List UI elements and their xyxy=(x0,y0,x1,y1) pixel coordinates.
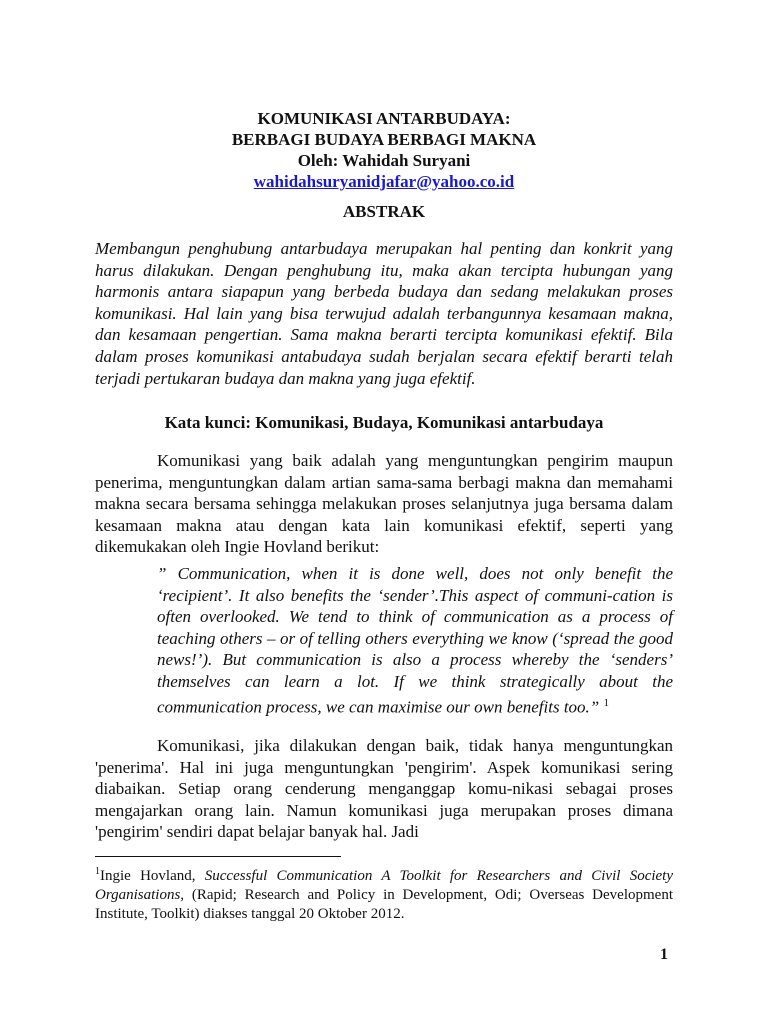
quote-text: ” Communication, when it is done well, does not only benefit the ‘recipient’. It also benefits the ‘sender’.This aspect of communi-cation is often overlooked. We tend to think of communication as a process of teaching others – or of telling others everything we know (‘spread the good news!’). But communication is also a process whereby the ‘senders’ themselves can learn a lot. If we think strategically about the communication process, we can maximise our own benefits too.” xyxy=(157,564,673,717)
footnote-details: (Rapid; Research and Policy in Development, Odi; Overseas Development Institute, Toolkit) diakses tanggal 20 Oktober 2012. xyxy=(95,887,673,922)
title-block xyxy=(0,108,768,192)
title-line-1: KOMUNIKASI ANTARBUDAYA: xyxy=(257,109,511,128)
footnote-title: Successful Communication A Toolkit for Researchers and Civil Society Organisations, xyxy=(95,868,674,903)
footnote-divider xyxy=(95,856,341,857)
footnote-author: Ingie Hovland, xyxy=(100,868,205,884)
body-paragraph-1: Komunikasi yang baik adalah yang menguntungkan pengirim maupun penerima, menguntungkan dalam artian sama-sama berbagi makna dan memahami makna secara bersama sehingga melakukan proses selanjutnya juga bersama dalam kesamaan makna atau dengan kata lain komunikasi efektif, seperti yang dikemukakan oleh Ingie Hovland berikut: xyxy=(95,451,673,557)
block-quote xyxy=(157,563,673,718)
footnote-reference: 1 xyxy=(603,696,610,709)
footnote-number: 1 xyxy=(95,866,100,877)
abstract-text: Membangun penghubung antarbudaya merupakan hal penting dan konkrit yang harus dilakukan. Dengan penghubung itu, maka akan tercipta hubungan yang harmonis antara siapapun yang berbeda budaya dan sedang melakukan proses komunikasi. Hal lain yang bisa terwujud adalah terbangunnya kesamaan makna, dan kesamaan pengertian. Sama makna berarti tercipta komunikasi efektif. Bila dalam proses komunikasi antabudaya sudah berjalan secara efektif berarti telah terjadi pertukaran budaya dan makna yang juga efektif. xyxy=(95,239,673,388)
author-email-link[interactable]: wahidahsuryanidjafar@yahoo.co.id xyxy=(253,172,515,191)
title-line-2: BERBAGI BUDAYA BERBAGI MAKNA xyxy=(231,130,537,149)
page-number: 1 xyxy=(660,946,668,963)
keywords-line: Kata kunci: Komunikasi, Budaya, Komunikasi antarbudaya xyxy=(164,413,604,432)
abstract-heading: ABSTRAK xyxy=(342,202,426,221)
author-line: Oleh: Wahidah Suryani xyxy=(297,151,471,170)
footnote xyxy=(95,862,673,924)
body-paragraph-2: Komunikasi, jika dilakukan dengan baik, tidak hanya menguntungkan 'penerima'. Hal ini juga menguntungkan 'pengirim'. Aspek komunikasi sering diabaikan. Setiap orang cenderung menganggap komu-nikasi sebagai proses mengajarkan orang lain. Namun komunikasi juga merupakan proses dimana 'pengirim' sendiri dapat belajar banyak hal. Jadi xyxy=(95,736,673,842)
